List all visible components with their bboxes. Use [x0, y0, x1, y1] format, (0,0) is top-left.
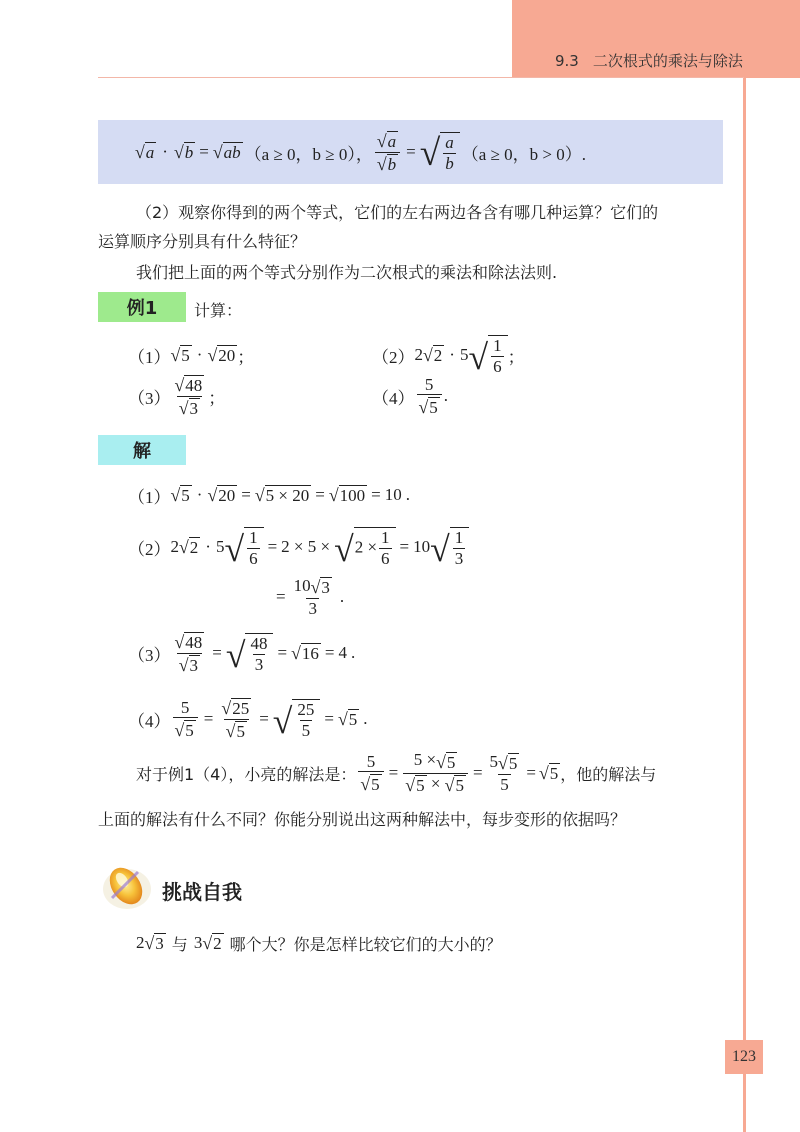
sqrt-ab: √ ab [212, 142, 241, 163]
solution-part-4: （4） 5 √ 5 = √ 25 √ 5 = √ $\frac{25}{5}$ = √ 5 . [128, 697, 368, 741]
sqrt-a: √ a [135, 142, 155, 163]
quotient-right: √ $\frac{a}{b}$ [420, 132, 460, 173]
div-condition: （a ≥ 0，b > 0）. [461, 144, 587, 164]
xiaoliang-line-2: 上面的解法有什么不同？你能分别说出这两种解法中，每步变形的依据吗？ [98, 810, 627, 829]
question-2-line-1: （2）观察你得到的两个等式，它们的左右两边各含有哪几种运算？它们的 [136, 203, 659, 222]
page-number: 123 [725, 1040, 763, 1074]
challenge-icon [98, 858, 156, 916]
xiaoliang-line-1: 对于例1（4），小亮的解法是： 5 √ 5 = 5 × √ 5 √ 5 × √ 5 = 5 √ 5 5 = √ 5 ，他的解法与 [136, 750, 657, 795]
solution-part-2: （2） 2 √ 2 · 5 √ $\frac{1}{6}$ = 2 × 5 × √ 2 × $\frac{1}{6}$ = 10 √ $\frac{1}{3}$ [128, 524, 469, 570]
rule-note: 我们把上面的两个等式分别作为二次根式的乘法和除法法则. [136, 263, 558, 282]
example-part-3: （3） √ 48 √ 3 ； [128, 374, 226, 418]
rule-formulas: √ a · √ b = √ ab （a ≥ 0，b ≥ 0）， √ a √ b = √ $\frac{a}{b}$ （a ≥ 0，b > 0）. [135, 130, 587, 174]
challenge-title: 挑战自我 [162, 880, 242, 904]
example-part-1: （1） √ 5 · √ 20 ； [128, 345, 255, 367]
example-label: 例1 [98, 292, 186, 322]
mult-condition: （a ≥ 0，b ≥ 0）， [244, 144, 373, 164]
quotient-left: √ a √ b [375, 130, 400, 173]
example-part-2: （2） 2 √ 2 · 5 √ $\frac{1}{6}$ ； [372, 335, 525, 377]
challenge-question: 2 √ 3 与 3 √ 2 哪个大？你是怎样比较它们的大小的？ [136, 933, 502, 954]
example-part-4: （4） 5 √ 5 . [372, 374, 449, 417]
header-rule [98, 77, 744, 78]
solution-part-2-result: = 10 √ 3 3 . [276, 575, 345, 618]
section-heading [555, 50, 743, 71]
solution-part-3: （3） √ 48 √ 3 = √ $\frac{48}{3}$ = √ 16 = 4 . [128, 631, 356, 675]
example-intro: 计算： [194, 301, 243, 320]
solution-label: 解 [98, 435, 186, 465]
section-number: 9.3 [555, 52, 579, 70]
question-2-line-2: 运算顺序分别具有什么特征？ [98, 232, 307, 251]
sqrt-b: √ b [173, 142, 194, 163]
margin-rule [743, 78, 746, 1132]
section-title: 二次根式的乘法与除法 [592, 52, 743, 70]
solution-part-1: （1） √ 5 · √ 20 = √ 5 × 20 = √ 100 = 10 . [128, 485, 410, 507]
